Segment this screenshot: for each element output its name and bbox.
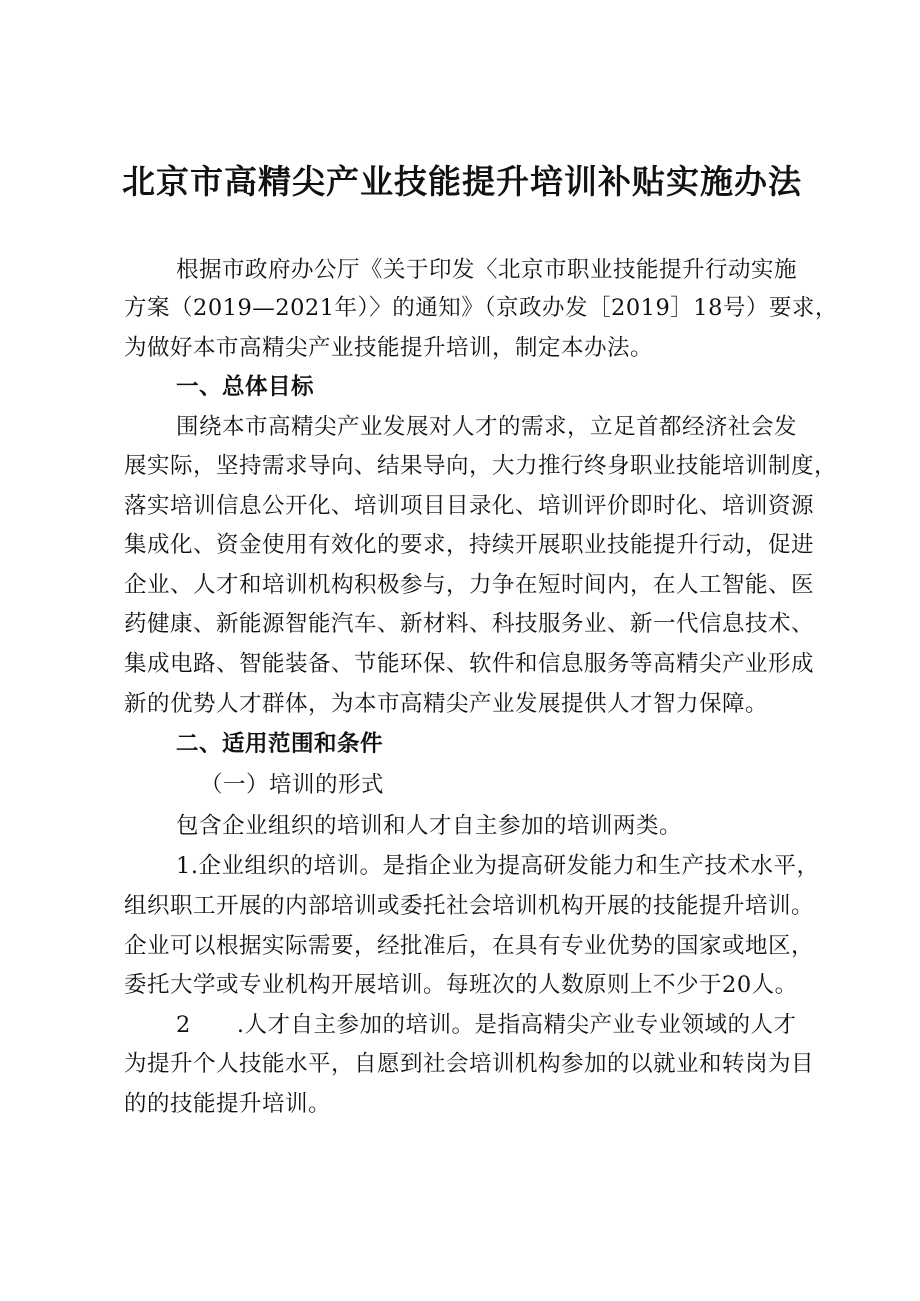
section-heading: 一、总体目标 [176,374,315,400]
paragraph-line: 企业、人才和培训机构积极参与，力争在短时间内，在人工智能、医 [124,572,815,598]
paragraph-line: 展实际，坚持需求导向、结果导向，大力推行终身职业技能培训制度， [124,453,838,479]
paragraph-line: 为做好本市高精尖产业技能提升培训，制定本办法。 [124,335,654,361]
paragraph-line: 围绕本市高精尖产业发展对人才的需求，立足首都经济社会发 [176,414,798,440]
section-heading: 二、适用范围和条件 [176,731,384,757]
paragraph-line: 包含企业组织的培训和人才自主参加的培训两类。 [176,813,683,839]
paragraph-line: 集成化、资金使用有效化的要求，持续开展职业技能提升行动，促进 [124,532,815,558]
paragraph-line: 药健康、新能源智能汽车、新材料、科技服务业、新一代信息技术、 [124,611,815,637]
paragraph-line: 新的优势人才群体，为本市高精尖产业发展提供人才智力保障。 [124,691,769,717]
paragraph-line: 2 .人才自主参加的培训。是指高精尖产业专业领域的人才 [176,1012,797,1038]
subsection-heading: （一）培训的形式 [200,772,385,798]
paragraph-line: 方案（2019—2021年）〉的通知》（京政办发［2019］18号）要求， [124,295,838,321]
paragraph-line: 落实培训信息公开化、培训项目目录化、培训评价即时化、培训资源 [124,493,815,519]
paragraph-line: 集成电路、智能装备、节能环保、软件和信息服务等高精尖产业形成 [124,651,815,677]
paragraph-line: 为提升个人技能水平，自愿到社会培训机构参加的以就业和转岗为目 [124,1051,815,1077]
paragraph-line: 组织职工开展的内部培训或委托社会培训机构开展的技能提升培训。 [124,893,815,919]
paragraph-line: 企业可以根据实际需要，经批准后，在具有专业优势的国家或地区， [124,933,815,959]
paragraph-line: 的的技能提升培训。 [124,1091,332,1117]
paragraph-line: 根据市政府办公厅《关于印发〈北京市职业技能提升行动实施 [176,257,798,283]
paragraph-line: 1.企业组织的培训。是指企业为提高研发能力和生产技术水平， [176,853,820,879]
document-title: 北京市高精尖产业技能提升培训补贴实施办法 [122,162,802,201]
paragraph-line: 委托大学或专业机构开展培训。每班次的人数原则上不少于20人。 [124,972,798,998]
